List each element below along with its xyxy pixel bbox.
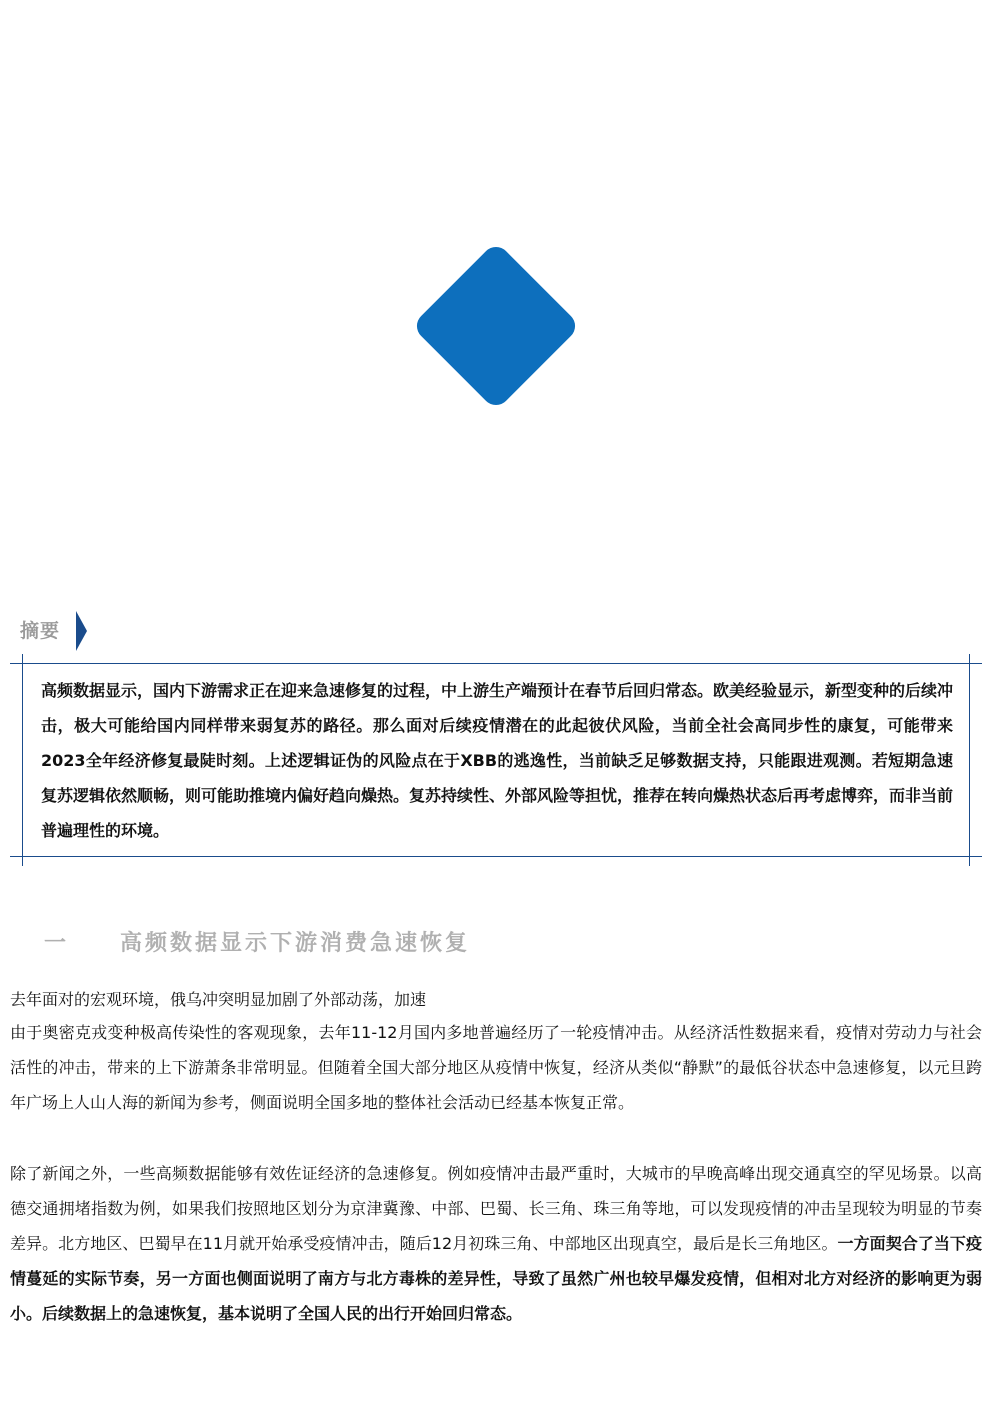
abstract-label: 摘要 bbox=[20, 620, 61, 642]
abstract-text: 高频数据显示，国内下游需求正在迎来急速修复的过程，中上游生产端预计在春节后回归常态。欧美经验显示，新型变种的后续冲击，极大可能给国内同样带来弱复苏的路径。那么面对后续疫情潜在的此起彼伏风险，当前全社会高同步性的康复，可能带来2023全年经济修复最陡时刻。上述逻辑证伪的风险点在于XBB的逃逸性，当前缺乏足够数据支持，只能跟进观测。若短期急速复苏逻辑依然顺畅，则可能助推境内偏好趋向燥热。复苏持续性、外部风险等担忧，推荐在转向燥热状态后再考虑博弈，而非当前普遍理性的环境。 bbox=[41, 681, 954, 840]
abstract-arrow-icon bbox=[76, 611, 87, 651]
body-paragraph-1: 由于奥密克戎变种极高传染性的客观现象，去年11-12月国内多地普遍经历了一轮疫情冲击。从经济活性数据来看，疫情对劳动力与社会活性的冲击，带来的上下游萧条非常明显。但随着全国大部分地区从疫情中恢复，经济从类似“静默”的最低谷状态中急速修复，以元旦跨年广场上人山人海的新闻为参考，侧面说明全国多地的整体社会活动已经基本恢复正常。 bbox=[10, 1023, 982, 1112]
body-line-1: 去年面对的宏观环境，俄乌冲突明显加剧了外部动荡，加速 bbox=[10, 990, 427, 1009]
body-paragraph-2 bbox=[10, 1156, 982, 1331]
abstract-top-border bbox=[10, 663, 982, 664]
abstract-right-border bbox=[969, 654, 970, 866]
section-title: 高频数据显示下游消费急速恢复 bbox=[120, 931, 471, 956]
diamond-logo-icon bbox=[411, 241, 581, 411]
abstract-left-border bbox=[22, 654, 23, 866]
body-paragraph-2-normal: 除了新闻之外，一些高频数据能够有效佐证经济的急速修复。例如疫情冲击最严重时，大城市的早晚高峰出现交通真空的罕见场景。以高德交通拥堵指数为例，如果我们按照地区划分为京津冀豫、中部、巴蜀、长三角、珠三角等地，可以发现疫情的冲击呈现较为明显的节奏差异。北方地区、巴蜀早在11月就开始承受疫情冲击，随后12月初珠三角、中部地区出现真空，最后是长三角地区。 bbox=[10, 1164, 982, 1253]
body-paragraph-2-bold: 一方面契合了当下疫情蔓延的实际节奏，另一方面也侧面说明了南方与北方毒株的差异性，导致了虽然广州也较早爆发疫情，但相对北方对经济的影响更为弱小。后续数据上的急速恢复，基本说明了全国人民的出行开始回归常态。 bbox=[10, 1234, 982, 1323]
abstract-bottom-border bbox=[10, 856, 982, 857]
section-number: 一 bbox=[44, 931, 67, 956]
